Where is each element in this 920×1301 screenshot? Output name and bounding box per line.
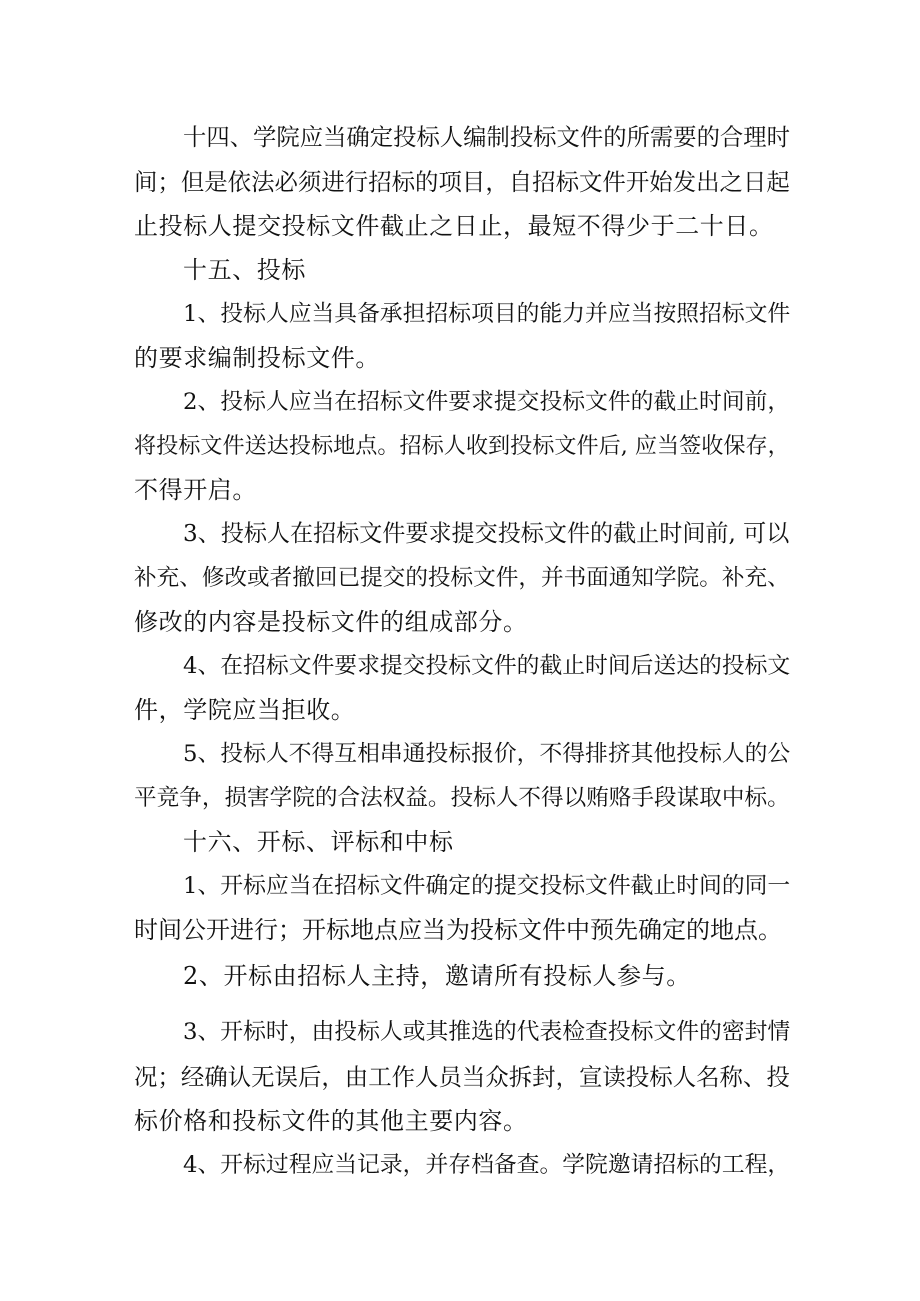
section-14-line-3: 止投标人提交投标文件截止之日止，最短不得少于二十日。 [134,212,774,240]
section-16-item-1-line-1: 1、开标应当在招标文件确定的提交投标文件截止时间的同一 [183,873,791,899]
section-16-item-3-line-2: 况；经确认无误后，由工作人员当众拆封，宣读投标人名称、投 [134,1063,790,1091]
section-14-line-1: 十四、学院应当确定投标人编制投标文件的所需要的合理时 [183,123,790,151]
section-16-heading: 十六、开标、评标和中标 [183,828,454,856]
section-15-item-3-line-1: 3、投标人在招标文件要求提交投标文件的截止时间前, 可以 [183,521,790,547]
section-15-heading: 十五、投标 [183,256,306,284]
section-15-item-5-line-2: 平竞争，损害学院的合法权益。投标人不得以贿赂手段谋取中标。 [134,785,790,811]
section-15-item-5-line-1: 5、投标人不得互相串通投标报价，不得排挤其他投标人的公 [183,741,791,767]
section-15-item-2-line-1: 2、投标人应当在招标文件要求提交投标文件的截止时间前， [183,389,791,415]
section-15-item-1-line-2: 的要求编制投标文件。 [134,344,380,372]
section-15-item-3-line-3: 修改的内容是投标文件的组成部分。 [134,608,528,636]
section-15-item-4-line-1: 4、在招标文件要求提交投标文件的截止时间后送达的投标文 [183,653,791,679]
section-15-item-2-line-3: 不得开启。 [134,476,257,504]
section-16-item-3-line-1: 3、开标时，由投标人或其推选的代表检查投标文件的密封情 [183,1019,791,1045]
section-15-item-3-line-2: 补充、修改或者撤回已提交的投标文件，并书面通知学院。补充、 [134,565,790,591]
section-16-item-4-line-1: 4、开标过程应当记录，并存档备查。学院邀请招标的工程， [183,1152,791,1178]
section-16-item-1-line-2: 时间公开进行；开标地点应当为投标文件中预先确定的地点。 [134,916,782,944]
section-15-item-2-line-2: 将投标文件送达投标地点。招标人收到投标文件后, 应当签收保存， [134,433,790,459]
section-16-item-2-line-1: 2、开标由招标人主持，邀请所有投标人参与。 [183,962,691,990]
section-15-item-1-line-1: 1、投标人应当具备承担招标项目的能力并应当按照招标文件 [183,301,791,327]
section-14-line-2: 间；但是依法必须进行招标的项目，自招标文件开始发出之日起 [134,168,790,196]
section-15-item-4-line-2: 件，学院应当拒收。 [134,696,356,724]
section-16-item-3-line-3: 标价格和投标文件的其他主要内容。 [134,1107,528,1135]
